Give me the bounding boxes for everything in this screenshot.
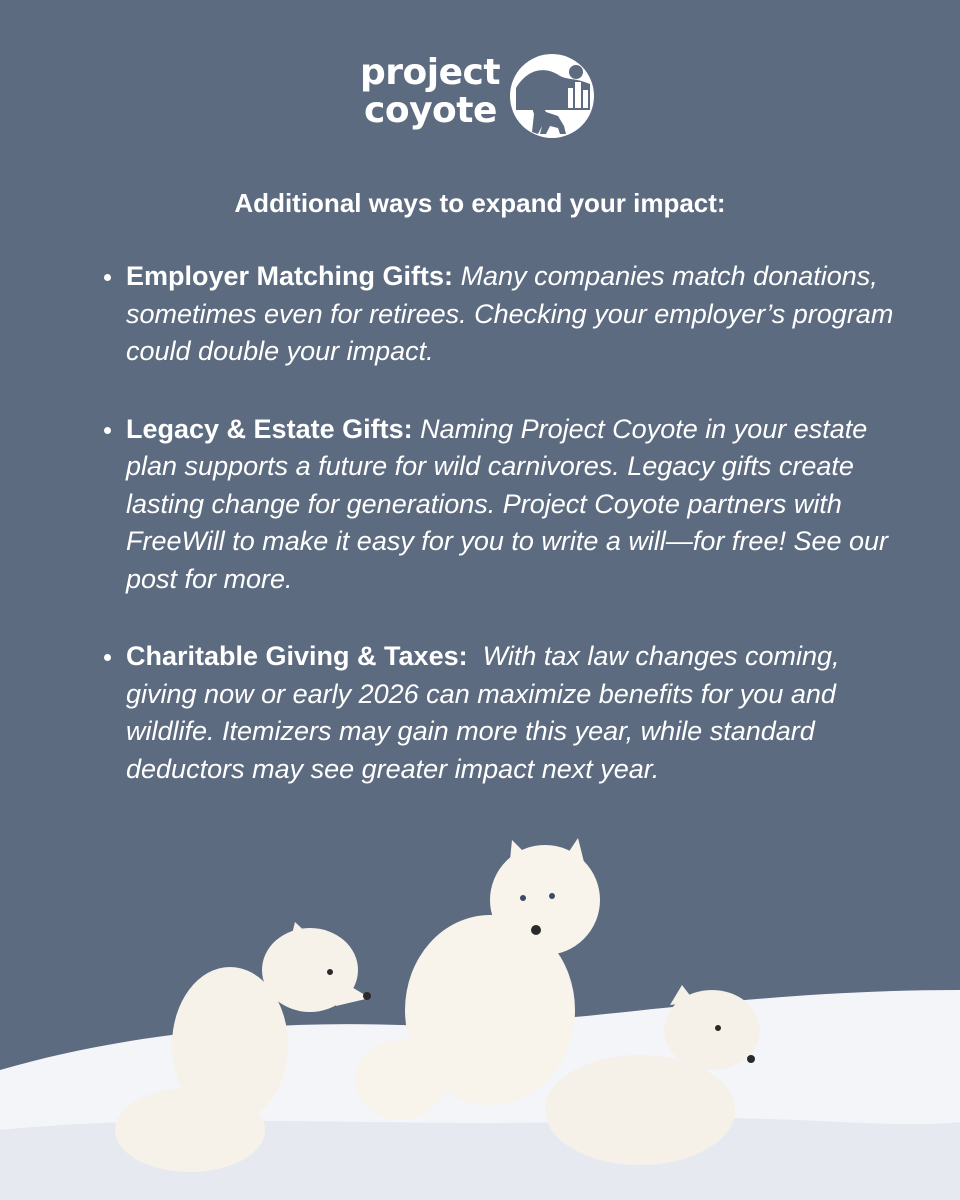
item-description: Naming Project Coyote in your estate plan supports a future for wild carnivores. Legacy gifts create lasting change for generations. Project Coyote partners with FreeWill to make it easy for you to write a will—for free! See our post for more.	[126, 413, 889, 594]
impact-list	[126, 258, 906, 828]
item-description: With tax law changes coming, giving now or early 2026 can maximize benefits for you and wildlife. Itemizers may gain more this year, while standard deductors may see greater impact next year.	[126, 641, 840, 784]
item-label: Charitable Giving & Taxes:	[126, 641, 468, 671]
howling-coyote-icon	[506, 50, 598, 142]
list-item-charitable-giving	[126, 638, 906, 788]
logo-wordmark	[360, 54, 500, 130]
list-item-legacy-estate	[126, 411, 906, 599]
list-item-employer-matching	[126, 258, 906, 371]
item-label: Legacy & Estate Gifts:	[126, 413, 413, 444]
logo-word-project: project	[360, 52, 501, 93]
logo-word-coyote: coyote	[364, 90, 497, 131]
item-label: Employer Matching Gifts:	[126, 261, 454, 291]
page-heading: Additional ways to expand your impact:	[234, 188, 726, 218]
project-coyote-logo	[360, 50, 600, 142]
arctic-foxes-photo	[0, 830, 960, 1200]
item-description: Many companies match donations, sometimes even for retirees. Checking your employer’s program could double your impact.	[126, 261, 894, 366]
